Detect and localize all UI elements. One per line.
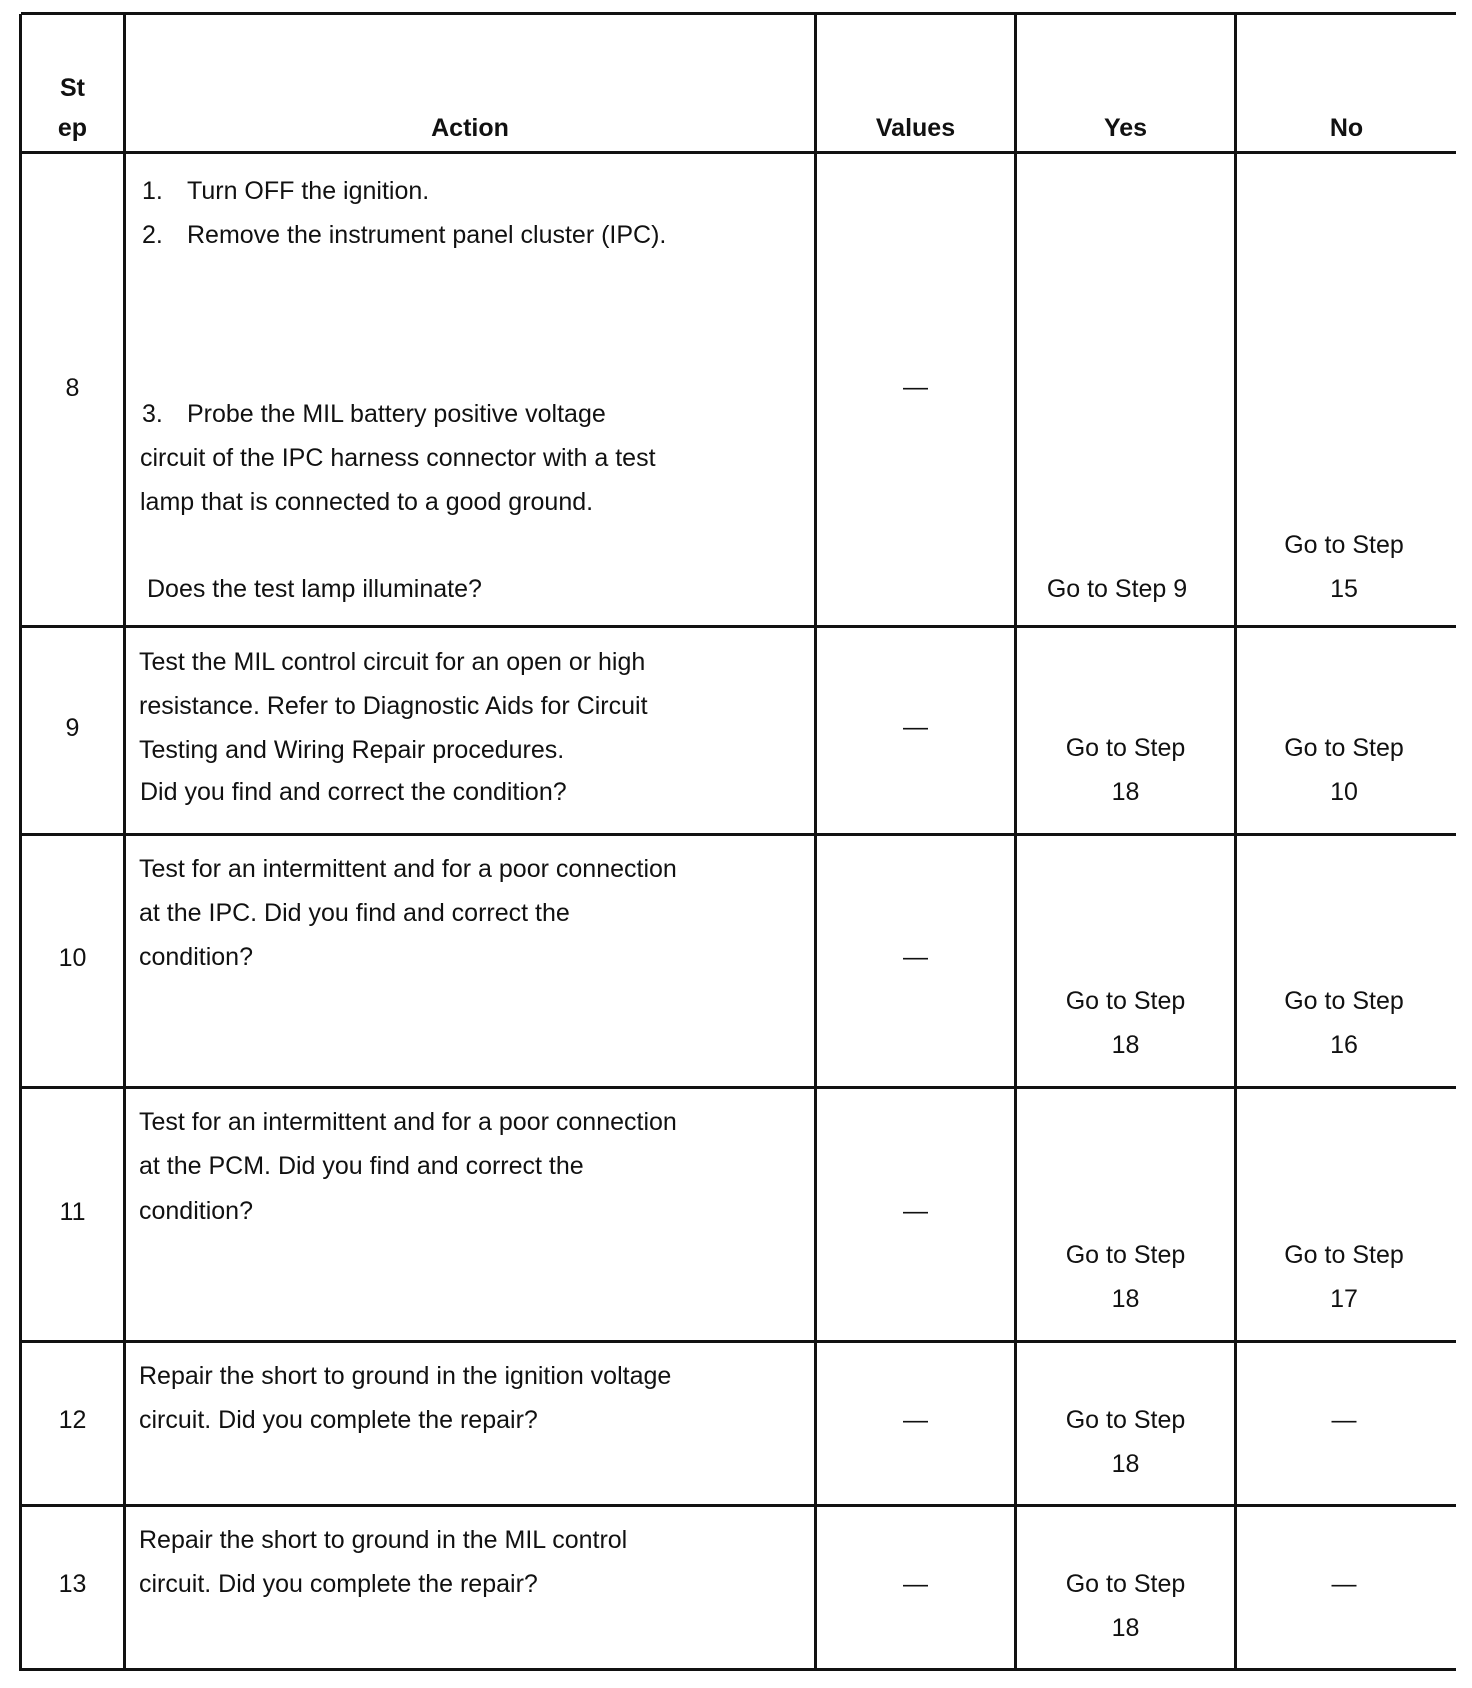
no-result [1237,726,1451,814]
action-line: Turn OFF the ignition. [187,177,430,205]
header-step-line2: ep [57,114,88,142]
row-divider [21,1340,1456,1343]
yes-result [1017,1562,1234,1650]
no-result: — [1331,1570,1357,1598]
action-line: condition? [139,1197,253,1225]
no-result-line1: Go to Step [1284,531,1404,559]
header-no: No [1329,114,1364,142]
no-result: — [1331,1406,1357,1434]
header-step-line1: St [60,74,85,102]
action-line: circuit of the IPC harness connector with a test [140,444,656,472]
action-line: condition? [139,943,253,971]
value-dash: — [903,1406,928,1434]
no-result-line2: 15 [1330,575,1358,603]
action-question: Does the test lamp illuminate? [147,575,482,603]
table-border-top [21,12,1456,15]
column-divider [123,14,126,1671]
yes-result [1017,979,1234,1067]
action-line: Repair the short to ground in the ignition voltage [139,1362,672,1390]
yes-result-line2: 18 [1111,1614,1140,1642]
value-dash: — [903,373,928,401]
row-divider [21,1504,1456,1507]
value-dash: — [903,943,928,971]
yes-result [1017,1233,1234,1321]
action-line: at the PCM. Did you find and correct the [139,1152,584,1180]
header-step [22,68,123,148]
table-border-bottom [21,1668,1456,1671]
action-line: Test for an intermittent and for a poor connection [139,855,677,883]
value-dash: — [903,1197,928,1225]
yes-result-line1: Go to Step [1065,1406,1186,1434]
action-line: Repair the short to ground in the MIL control [139,1526,628,1554]
action-line: circuit. Did you complete the repair? [139,1570,538,1598]
action-line: circuit. Did you complete the repair? [139,1406,538,1434]
step-number: 9 [65,714,80,742]
yes-result-line1: Go to Step [1065,1570,1186,1598]
yes-result-line2: 18 [1111,1031,1140,1059]
no-result [1237,1233,1451,1321]
yes-result-line1: Go to Step [1065,987,1186,1015]
action-list-number: 1. [142,177,163,205]
yes-result-line2: 18 [1111,1285,1140,1313]
action-list-number: 2. [142,221,163,249]
action-question: Did you find and correct the condition? [140,778,567,806]
yes-result: Go to Step 9 [1046,575,1188,603]
yes-result [1017,1398,1234,1486]
step-number: 12 [58,1406,87,1434]
action-line: Testing and Wiring Repair procedures. [139,736,565,764]
yes-result-line2: 18 [1111,778,1140,806]
row-divider [21,625,1456,628]
action-line: at the IPC. Did you find and correct the [139,899,570,927]
yes-result-line1: Go to Step [1065,1241,1186,1269]
yes-result [1017,726,1234,814]
no-result-line1: Go to Step [1284,1241,1404,1269]
header-values: Values [875,114,956,142]
no-result [1237,979,1451,1067]
no-result [1237,523,1451,611]
value-dash: — [903,713,928,741]
header-yes: Yes [1103,114,1148,142]
value-dash: — [903,1570,928,1598]
action-line: Remove the instrument panel cluster (IPC). [187,221,667,249]
action-line: resistance. Refer to Diagnostic Aids for Circuit [139,692,648,720]
row-divider [21,151,1456,154]
no-result-line2: 16 [1330,1031,1358,1059]
row-divider [21,833,1456,836]
action-list-number: 3. [142,400,163,428]
action-line: Test for an intermittent and for a poor connection [139,1108,677,1136]
step-number: 10 [58,944,87,972]
action-line: Test the MIL control circuit for an open or high [139,648,646,676]
step-number: 13 [58,1570,87,1598]
no-result-line2: 17 [1330,1285,1358,1313]
no-result-line1: Go to Step [1284,734,1404,762]
step-number: 11 [59,1198,86,1226]
action-line: Probe the MIL battery positive voltage [187,400,606,428]
row-divider [21,1086,1456,1089]
step-number: 8 [65,374,80,402]
yes-result-line1: Go to Step [1065,734,1186,762]
yes-result-line2: 18 [1111,1450,1140,1478]
no-result-line2: 10 [1330,778,1358,806]
header-action: Action [431,114,509,142]
action-line: lamp that is connected to a good ground. [140,488,594,516]
no-result-line1: Go to Step [1284,987,1404,1015]
